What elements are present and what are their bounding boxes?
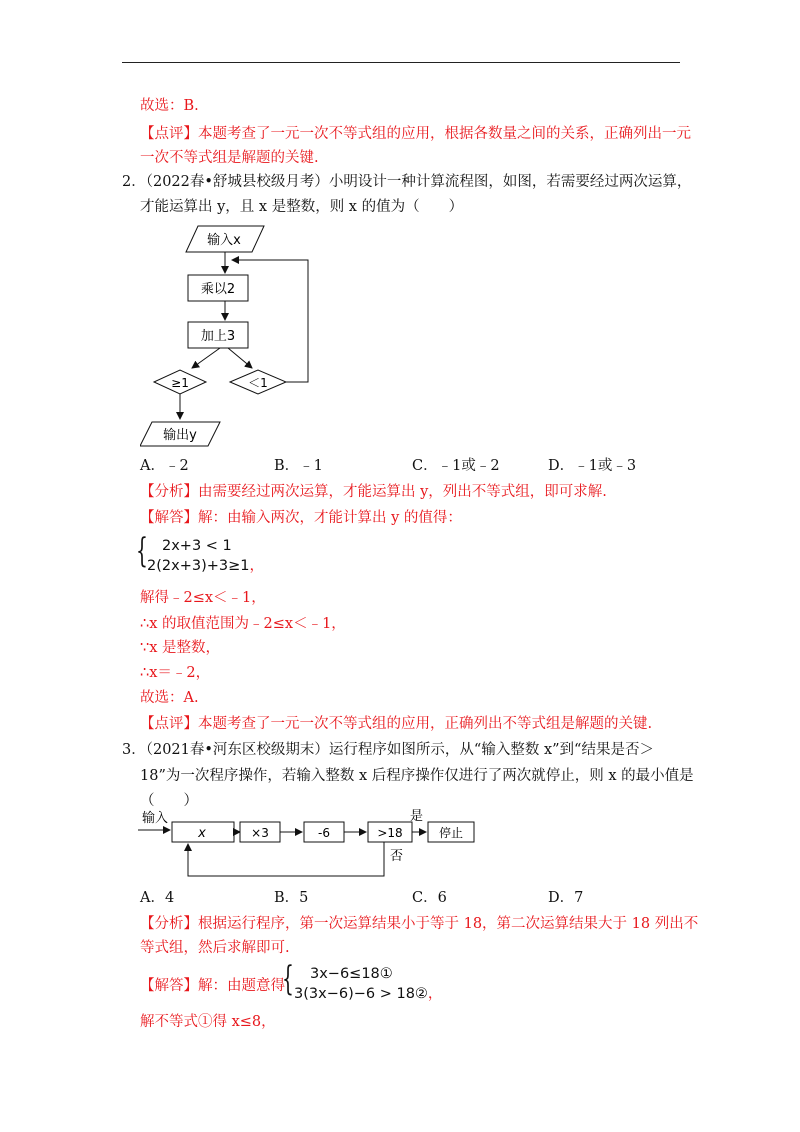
q3-times3-label: ×3 xyxy=(251,826,269,840)
q3-yes-label: 是 xyxy=(410,809,424,824)
q2-analysis xyxy=(140,482,607,502)
q3-option-d: D．7 xyxy=(548,890,584,906)
q2-stem-line2: 才能运算出 y，且 x 是整数，则 x 的值为（ ） xyxy=(140,199,464,215)
q3-analysis-text: 根据运行程序，第一次运算结果小于等于 18，第二次运算结果大于 18 列出不 xyxy=(198,916,699,932)
q2-system-line2 xyxy=(147,556,264,576)
q3-stem-line3: （ ） xyxy=(140,793,198,809)
q2-input-label: 输入x xyxy=(207,233,241,248)
q3-solution-intro-text: 解：由题意得 xyxy=(198,978,285,994)
q3-flowchart xyxy=(138,808,478,884)
q3-stem-line1: 3．（2021春•河东区校级期末）运行程序如图所示，从“输入整数 x”到“结果是否＞ xyxy=(122,742,654,758)
q2-solution-intro-text: 解：由输入两次，才能计算出 y 的值得： xyxy=(198,510,462,526)
header-rule xyxy=(122,62,680,63)
q2-ge-label: ≥1 xyxy=(171,376,189,390)
q2-option-b: B．﹣1 xyxy=(274,458,323,474)
q2-system-line1: 2x+3 < 1 xyxy=(162,538,232,554)
q3-stop-label: 停止 xyxy=(438,826,464,840)
q3-analysis-tag: 【分析】 xyxy=(140,916,198,932)
q2-step2: ∴x 的取值范围为﹣2≤x＜﹣1， xyxy=(140,616,346,632)
q2-comment xyxy=(140,714,652,734)
q3-system-line2 xyxy=(294,984,442,1004)
q3-no-label: 否 xyxy=(390,849,404,864)
q2-flowchart xyxy=(140,218,320,450)
q3-solution-tag: 【解答】 xyxy=(140,978,198,994)
q2-option-d: D．﹣1或﹣3 xyxy=(548,458,637,474)
q2-arrow-right xyxy=(228,348,252,368)
q2-step1: 解得﹣2≤x＜﹣1， xyxy=(140,590,266,606)
prev-comment-text: 本题考查了一元一次不等式组的应用，根据各数量之间的关系，正确列出一元 xyxy=(198,126,691,142)
q2-stem-line1: 2．（2022春•舒城县校级月考）小明设计一种计算流程图，如图，若需要经过两次运算， xyxy=(122,174,692,190)
q2-analysis-tag: 【分析】 xyxy=(140,484,198,500)
q2-arrow-left xyxy=(192,348,220,368)
q2-system-line2-expr: 2(2x+3)+3≥1 xyxy=(147,558,250,574)
q2-answer: 故选：A. xyxy=(140,690,199,706)
q2-analysis-text: 由需要经过两次运算，才能运算出 y，列出不等式组，即可求解. xyxy=(198,484,607,500)
q2-comment-tag: 【点评】 xyxy=(140,716,198,732)
prev-comment-line2: 一次不等式组是解题的关键. xyxy=(140,150,319,166)
q2-step4: ∴x＝﹣2， xyxy=(140,665,211,681)
q2-solution-intro xyxy=(140,508,462,528)
prev-comment-tag: 【点评】 xyxy=(140,126,198,142)
q3-input-label: 输入 xyxy=(142,811,169,826)
q3-step1: 解不等式①得 x≤8， xyxy=(140,1014,276,1030)
q2-step3: ∵x 是整数， xyxy=(140,640,221,656)
q2-multiply-label: 乘以2 xyxy=(200,282,236,297)
q3-option-c: C．6 xyxy=(412,890,447,906)
q2-option-c: C．﹣1或﹣2 xyxy=(412,458,500,474)
q3-option-b: B．5 xyxy=(274,890,309,906)
q3-analysis-line2: 等式组，然后求解即可. xyxy=(140,940,290,956)
q3-solution-intro xyxy=(140,976,285,996)
q3-stem-line2: 18”为一次程序操作，若输入整数 x 后程序操作仅进行了两次就停止，则 x 的最小值是 xyxy=(140,768,694,784)
q3-option-a: A．4 xyxy=(140,890,175,906)
q2-output-label: 输出y xyxy=(163,428,197,443)
q3-x-label: x xyxy=(198,826,206,841)
q3-system-line2-expr: 3(3x−6)−6 > 18② xyxy=(294,986,428,1002)
prev-comment-line1 xyxy=(140,124,691,144)
q2-system-brace: { xyxy=(136,531,148,571)
q2-comment-text: 本题考查了一元一次不等式组的应用，正确列出不等式组是解题的关键. xyxy=(198,716,653,732)
q2-lt-label: ＜1 xyxy=(248,376,268,390)
q3-minus6-label: -6 xyxy=(318,826,330,840)
q2-system-end: ， xyxy=(249,558,264,574)
q3-analysis-line1 xyxy=(140,914,698,934)
q3-system-line1: 3x−6≤18① xyxy=(310,966,393,982)
prev-answer: 故选：B. xyxy=(140,98,199,114)
q3-system-brace: { xyxy=(282,959,294,999)
q3-loop-arrow xyxy=(188,842,384,876)
q3-system-end: ， xyxy=(427,986,443,1002)
q2-add-label: 加上3 xyxy=(200,329,236,344)
q2-option-a: A．﹣2 xyxy=(140,458,189,474)
q3-gt18-label: >18 xyxy=(377,826,403,840)
q2-solution-tag: 【解答】 xyxy=(140,510,198,526)
